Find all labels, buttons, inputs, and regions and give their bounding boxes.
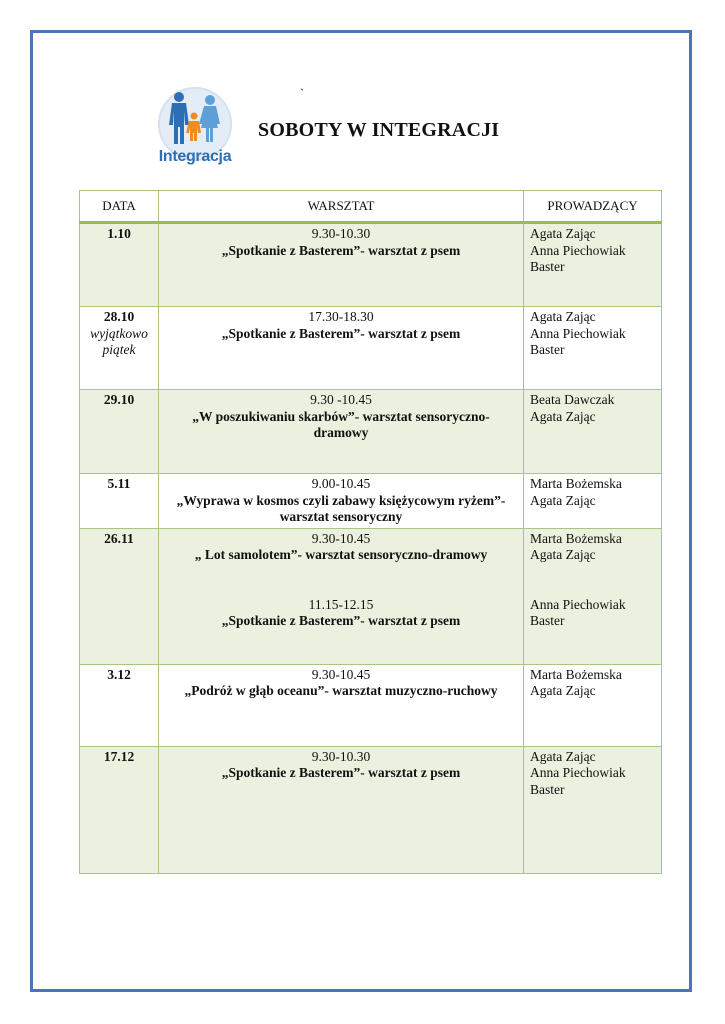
leader-name: Beata Dawczak <box>530 392 615 407</box>
leaders-cell <box>524 664 662 746</box>
leaders-cell <box>524 474 662 529</box>
time: 9.00-10.45 <box>311 476 371 491</box>
leaders-cell <box>524 528 662 664</box>
time: 11.15-12.15 <box>308 596 374 612</box>
date-cell <box>80 528 159 664</box>
leaders-cell <box>524 307 662 390</box>
column-header-date: DATA <box>80 191 159 223</box>
time: 9.30-10.30 <box>311 748 371 764</box>
time: 9.30-10.45 <box>311 666 371 682</box>
leader-name: Anna Piechowiak <box>530 325 626 341</box>
date-cell <box>80 474 159 529</box>
leaders-cell <box>524 223 662 307</box>
date: 26.11 <box>104 530 134 546</box>
leader-name: Agata Zając <box>530 226 596 241</box>
leader-name: Baster <box>530 781 565 797</box>
table-row <box>80 746 662 873</box>
workshop-cell <box>159 528 524 664</box>
schedule-table <box>79 190 662 874</box>
logo-text: Integracja <box>158 148 232 165</box>
workshop-cell <box>159 664 524 746</box>
leader-name: Agata Zając <box>530 492 596 508</box>
workshop-cell <box>159 390 524 474</box>
date-cell <box>80 390 159 474</box>
stray-mark: ` <box>300 86 304 100</box>
workshop-title: „Spotkanie z Basterem”- warsztat z psem <box>221 242 461 258</box>
column-header-leaders: PROWADZĄCY <box>524 191 662 223</box>
leaders-cell <box>524 390 662 474</box>
leader-name: Marta Bożemska <box>530 530 622 546</box>
header-row <box>80 191 662 223</box>
leader-name: Agata Zając <box>530 547 596 562</box>
time: 9.30-10.30 <box>311 226 371 241</box>
leader-name: Agata Zając <box>530 748 596 764</box>
date: 29.10 <box>103 392 135 407</box>
time: 9.30 -10.45 <box>310 392 372 407</box>
workshop-title: „Spotkanie z Basterem”- warsztat z psem <box>221 765 461 780</box>
workshop-title: „Spotkanie z Basterem”- warsztat z psem <box>221 325 461 341</box>
date: 1.10 <box>107 226 131 241</box>
leader-name: Marta Bożemska <box>530 666 622 682</box>
date-cell <box>80 746 159 873</box>
time: 17.30-18.30 <box>308 309 374 324</box>
table-row <box>80 474 662 529</box>
date: 17.12 <box>103 748 135 764</box>
leader-name: Agata Zając <box>530 683 596 698</box>
column-header-workshop: WARSZTAT <box>159 191 524 223</box>
page-title: SOBOTY W INTEGRACJI <box>258 119 500 141</box>
leader-name: Anna Piechowiak <box>530 242 626 258</box>
workshop-cell <box>159 474 524 529</box>
leader-name: Anna Piechowiak <box>530 765 626 780</box>
workshop-cell <box>159 223 524 307</box>
leader-name: Agata Zając <box>530 309 596 324</box>
table-row <box>80 664 662 746</box>
workshop-title: „W poszukiwaniu skarbów”- warsztat sensoryczno-dramowy <box>192 408 490 440</box>
leader-name: Baster <box>530 342 565 357</box>
date: 28.10 <box>103 309 135 324</box>
time: 9.30-10.45 <box>311 530 371 546</box>
workshop-title: „ Lot samolotem”- warsztat sensoryczno-dramowy <box>194 547 488 562</box>
workshop-title: „Podróż w głąb oceanu”- warsztat muzyczno-ruchowy <box>184 683 498 698</box>
table-row <box>80 528 662 664</box>
table-row <box>80 390 662 474</box>
leader-name: Marta Bożemska <box>530 476 622 491</box>
workshop-cell <box>159 307 524 390</box>
leader-name: Anna Piechowiak <box>530 596 626 612</box>
leaders-cell <box>524 746 662 873</box>
date: 5.11 <box>107 476 131 491</box>
date-cell <box>80 223 159 307</box>
workshop-cell <box>159 746 524 873</box>
date-note: wyjątkowo piątek <box>90 325 148 357</box>
leader-name: Baster <box>530 613 565 628</box>
date-cell <box>80 307 159 390</box>
leader-name: Baster <box>530 259 565 274</box>
date: 3.12 <box>107 666 131 682</box>
leader-name: Agata Zając <box>530 408 596 424</box>
table-row <box>80 307 662 390</box>
workshop-title: „Spotkanie z Basterem”- warsztat z psem <box>221 613 461 628</box>
workshop-title: „Wyprawa w kosmos czyli zabawy księżycowym ryżem”- warsztat sensoryczny <box>176 492 506 524</box>
table-row <box>80 223 662 307</box>
date-cell <box>80 664 159 746</box>
